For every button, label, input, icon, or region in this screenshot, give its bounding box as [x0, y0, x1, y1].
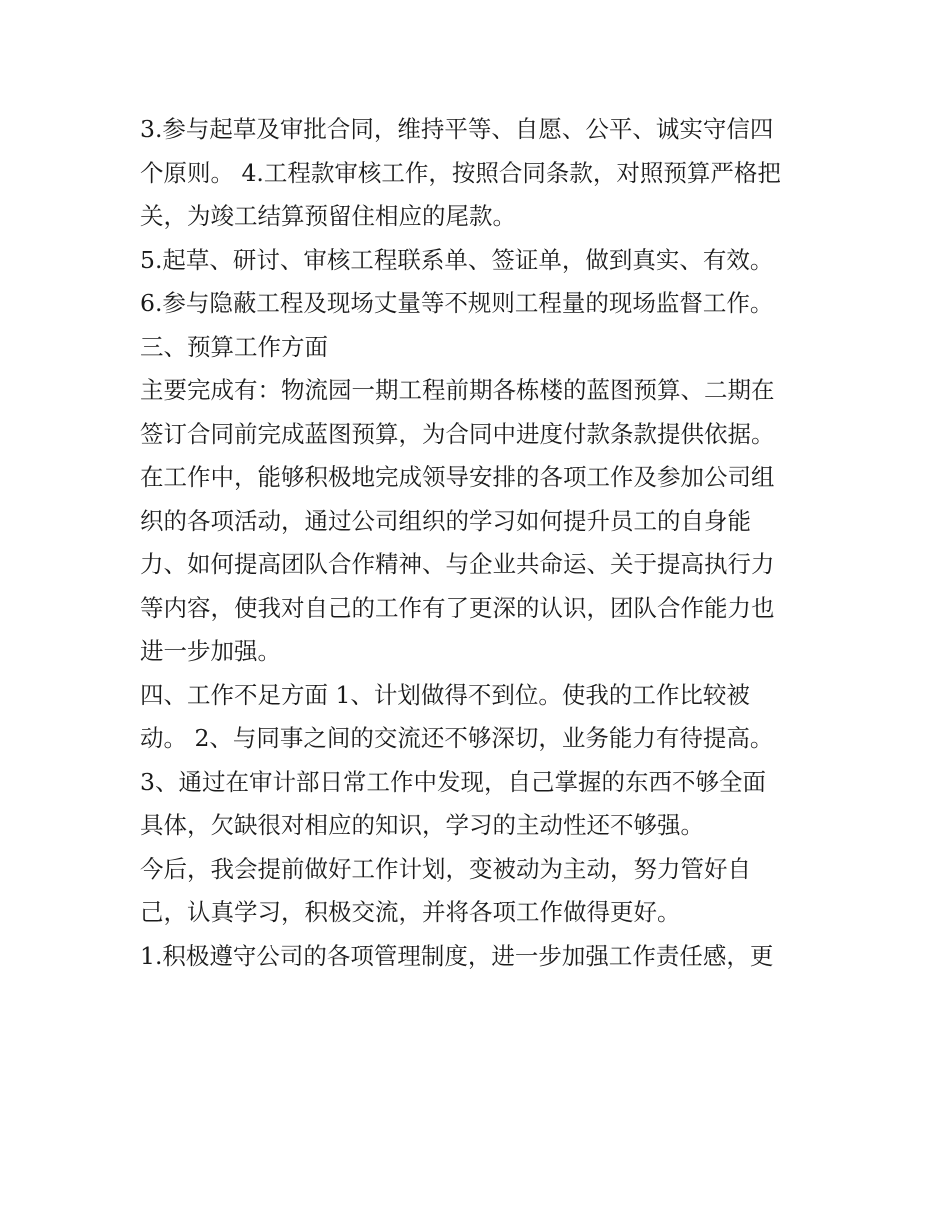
text-line: 己，认真学习，积极交流，并将各项工作做得更好。 [140, 898, 681, 926]
text-line: 今后，我会提前做好工作计划，变被动为主动，努力管好自 [140, 854, 751, 883]
text-line: 主要完成有：物流园一期工程前期各栋楼的蓝图预算、二期在 [140, 376, 775, 404]
text-line: 签订合同前完成蓝图预算，为合同中进度付款条款提供依据。 [140, 419, 775, 448]
text-line: 织的各项活动，通过公司组织的学习如何提升员工的自身能 [140, 506, 751, 535]
text-line: 等内容，使我对自己的工作有了更深的认识，团队合作能力也 [140, 593, 775, 622]
section-heading: 三、预算工作方面 [140, 332, 328, 361]
text-line: 6.参与隐蔽工程及现场丈量等不规则工程量的现场监督工作。 [140, 289, 774, 317]
text-line: 关，为竣工结算预留住相应的尾款。 [140, 202, 516, 230]
section-heading: 四、工作不足方面 1、计划做得不到位。使我的工作比较被 [140, 680, 750, 709]
text-line: 5.起草、研讨、审核工程联系单、签证单，做到真实、有效。 [140, 245, 774, 274]
document-body [140, 108, 820, 978]
text-line: 个原则。 4.工程款审核工作，按照合同条款，对照预算严格把 [140, 158, 781, 187]
text-line: 具体，欠缺很对相应的知识，学习的主动性还不够强。 [140, 811, 704, 839]
text-line: 动。 2、与同事之间的交流还不够深切，业务能力有待提高。 [140, 724, 774, 752]
text-line: 3.参与起草及审批合同，维持平等、自愿、公平、诚实守信四 [140, 115, 774, 143]
text-line: 3、通过在审计部日常工作中发现，自己掌握的东西不够全面 [140, 767, 766, 796]
text-line: 在工作中，能够积极地完成领导安排的各项工作及参加公司组 [140, 463, 775, 491]
text-line: 1.积极遵守公司的各项管理制度，进一步加强工作责任感，更 [140, 941, 774, 970]
text-line: 进一步加强。 [140, 637, 281, 665]
text-line: 力、如何提高团队合作精神、与企业共命运、关于提高执行力 [140, 550, 775, 578]
